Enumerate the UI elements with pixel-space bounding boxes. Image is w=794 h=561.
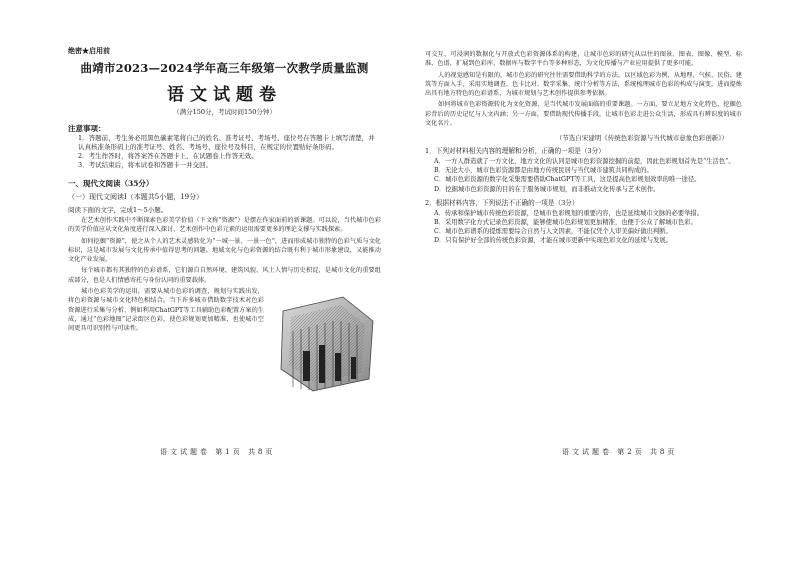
secret-mark: 绝密★启用前: [68, 46, 110, 55]
footer-label: 语文试题卷: [562, 448, 612, 456]
passage-paragraph: 如何将城市色彩资源转化为文化资源，是当代城市发展面临的重要课题。一方面，要立足地方文化特色，挖掘色彩背后的历史记忆与人文内涵；另一方面，要借助现代传播手段，让城市色彩走进公众生活，形成具有辨识度的城市文化名片。: [425, 101, 742, 128]
passage-with-figure: [68, 287, 381, 333]
passage-paragraph: 可交互、可浸润的数据化与开放式色彩资源体系的构建，让城市色彩的研究从以往的图景、图表、图像、模型、标准、色谱，扩展到色彩库、数据库与数字平台等多种形态，为文化传播与产业应用提供了更多可能。: [425, 51, 742, 68]
notice-item: 2．考生作答时，将答案答在答题卡上，在试题卷上作答无效。: [78, 152, 258, 160]
page-footer: [160, 447, 275, 457]
question-option: D．挖掘城市色彩资源的目的在于服务城市规划，而非推动文化传承与艺术创作。: [434, 185, 660, 193]
passage-paragraph: 如何挖掘“资源”，使之从个人的艺术灵感转化为“一城一景、一景一色”，进而形成城市独特的色彩气质与文化标识，这是城市发展与文化传承中值得思考的问题。地域文化与色彩资源的结合既有利于城市形象建设，又能推动文化产业发展。: [68, 237, 381, 264]
question-option: A．一方人群造就了一方文化，地方文化的认同是城市色彩资源挖掘的前提，因此色彩规划首先是“生活色”。: [434, 157, 735, 165]
exam-title: 曲靖市2023—2024学年高三年级第一次教学质量监测: [80, 61, 369, 75]
passage-paragraph: 城市色彩美学的运用，需要从城市色彩的调查、规划与实践出发，将色彩资源与城市文化特色相结合。当下许多城市借助数字技术对色彩资源进行采集与分析，例如利用ChatGPT等工具辅助色彩配置方案的生成，通过“色彩地图”记录街区色彩，使色彩规划更加精准，也使城市空间更具可识别性与可读性。: [68, 288, 264, 333]
exam-subtitle: （满分150分，考试时间150分钟）: [173, 108, 276, 116]
question-option: C．城市色彩资源的数字化采集需要借助ChatGPT等工具，这是提高色彩规划效率的唯一途径。: [434, 176, 701, 184]
footer-total: 共8页: [649, 448, 678, 456]
footer-page: 第1页: [215, 448, 243, 456]
question-option: D．只有保护好全部的传统色彩资源，才能在城市更新中实现色彩文化的延续与发展。: [434, 237, 673, 245]
right-page: [397, 0, 794, 561]
notice-item: 1．答题前，考生务必用黑色碳素笔将自己的姓名、准考证号、考场号、座位号在答题卡上填写清楚，并认真核准条形码上的准考证号、姓名、考场号、座位号及科目，在规定的位置贴好条形码。: [78, 134, 375, 151]
reading-instruction: 阅读下面的文字，完成1～5小题。: [68, 206, 168, 214]
notice-title: 注意事项：: [68, 124, 106, 133]
notice-item: 3．考试结束后，将本试卷和答题卡一并交回。: [78, 161, 213, 169]
paper-title: 语文试题卷: [167, 85, 282, 105]
passage-paragraph: 在艺术创作实践中不断探索色彩美学价值（下文称“资源”）是摆在作家面前的新课题。可以说，当代城市色彩的美学价值应从文化角度进行深入探讨，艺术创作中色彩元素的运用需要更多的理论支撑与实践探索。: [68, 217, 381, 234]
question-option: C．城市色彩谱系的提炼需要综合自然与人文因素，不能仅凭个人审美偏好做出判断。: [434, 228, 672, 236]
question-option: A．传承和保护城市传统色彩资源，是城市色彩规划的重要内容，也是延续城市文脉的必要举措。: [434, 209, 704, 217]
section-title: 一、现代文阅读（35分）: [68, 179, 154, 188]
passage-paragraph: 每个城市都有其独特的色彩谱系，它们源自自然环境、建筑风貌、风土人情与历史积淀，是城市文化的重要组成部分，也是人们情感寄托与身份认同的重要载体。: [68, 267, 381, 284]
footer-total: 共8页: [247, 448, 276, 456]
passage-paragraph: 人的视觉感知是有限的，城市色彩的研究往往需要借助科学的方法。以区域色彩为例，从地理、气候、民俗、建筑等方面入手，采用实地调查、色卡比对、数字采集、统计分析等方法，系统梳理城市色彩的构成与演变，进而提炼出具有地方特色的色彩谱系，为城市规划与艺术创作提供参考依据。: [425, 71, 742, 98]
question-option: B．无论大小，城市色彩资源都是由地方传统民居与当代城市建筑共同构成的。: [434, 167, 653, 175]
question-stem: 2．根据材料内容，下列说法不正确的一项是（3分）: [425, 199, 579, 208]
city-color-figure: [273, 291, 381, 395]
question-option: B．采用数字化方式记录色彩资源，能够使城市色彩规划更加精准，也便于公众了解城市色彩。: [434, 218, 697, 226]
page-footer: [562, 447, 677, 457]
subsection-title: （一）现代文阅读Ⅰ（本题共5小题，19分）: [68, 193, 204, 201]
question-stem: 1．下列对材料相关内容的理解和分析，正确的一项是（3分）: [425, 147, 605, 156]
footer-label: 语文试题卷: [160, 448, 210, 456]
footer-page: 第2页: [617, 448, 645, 456]
passage-source: （节选自宋建明《传统色彩资源与当代城市意象色彩创新》）: [555, 134, 728, 143]
